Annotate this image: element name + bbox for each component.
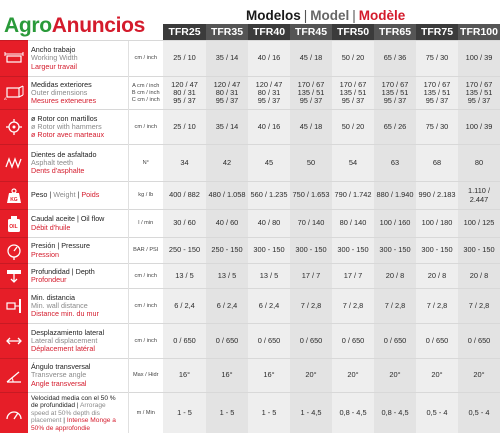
label-fr: Angle transversal <box>31 378 87 388</box>
unit-label: A cm / inch B cm / inch C cm / inch <box>128 77 163 110</box>
value-cell: 20 / 8 <box>416 264 458 289</box>
value-cell: 1 - 5 <box>206 393 248 433</box>
value-cell: 170 / 67 135 / 51 95 / 37 <box>290 77 332 110</box>
value-cell: 65 / 36 <box>374 41 416 77</box>
outer-dimensions-icon <box>0 85 28 101</box>
value-cell: 20 / 8 <box>374 264 416 289</box>
value-cell: 100 / 125 <box>458 210 500 238</box>
value-cell: 1 - 5 <box>163 393 206 433</box>
wall-distance-icon <box>0 298 28 314</box>
value-cell: 16° <box>206 359 248 393</box>
value-cell: 20 / 8 <box>458 264 500 289</box>
spec-row <box>0 182 500 210</box>
unit-label: kg / lb <box>128 182 163 210</box>
svg-text:KG: KG <box>10 196 18 203</box>
label-es: ø Rotor con martillos <box>31 113 98 123</box>
value-cell: 100 / 39 <box>458 41 500 77</box>
row-label <box>28 145 128 182</box>
value-cell: 45 / 18 <box>290 41 332 77</box>
value-cell: 20° <box>332 359 374 393</box>
title-fr: Modèle <box>358 8 406 23</box>
value-cell: 20° <box>458 359 500 393</box>
value-cell: 40 / 16 <box>248 41 290 77</box>
spec-row <box>0 210 500 238</box>
value-cell: 13 / 5 <box>163 264 206 289</box>
value-cell: 300 - 150 <box>290 238 332 264</box>
value-cell: 0,8 - 4,5 <box>332 393 374 433</box>
rotor-icon <box>0 118 28 136</box>
value-cell: 45 / 18 <box>290 110 332 145</box>
label-en: Asphalt teeth <box>31 157 73 167</box>
value-cell: 6 / 2,4 <box>206 289 248 324</box>
spec-row <box>0 359 500 393</box>
label-es: Presión | Pressure <box>31 241 90 251</box>
value-cell: 0 / 650 <box>290 324 332 359</box>
lateral-displacement-icon <box>0 334 28 348</box>
label-fr: Largeur travail <box>31 61 77 71</box>
label-en: Min. wall distance <box>31 300 88 310</box>
label-fr: Déplacement latéral <box>31 344 95 354</box>
label-en: Transverse angle <box>31 370 87 380</box>
logo-text-anuncios: Anuncios <box>51 14 146 37</box>
label-es: Min. distancia <box>31 292 75 302</box>
working-width-icon <box>0 52 28 66</box>
value-cell: 400 / 882 <box>163 182 206 210</box>
value-cell: 1 - 5 <box>248 393 290 433</box>
svg-text:OIL: OIL <box>9 223 18 230</box>
label-es: Profundidad | Depth <box>31 266 95 276</box>
value-cell: 42 <box>206 145 248 182</box>
unit-label: cm / inch <box>128 264 163 289</box>
value-cell: 7 / 2,8 <box>416 289 458 324</box>
row-label <box>28 41 128 77</box>
value-cell: 120 / 47 80 / 31 95 / 37 <box>206 77 248 110</box>
value-cell: 170 / 67 135 / 51 95 / 37 <box>416 77 458 110</box>
unit-label: cm / inch <box>128 110 163 145</box>
value-cell: 0 / 650 <box>248 324 290 359</box>
value-cell: 300 - 150 <box>374 238 416 264</box>
value-cell: 1.110 / 2.447 <box>458 182 500 210</box>
unit-label: cm / inch <box>128 289 163 324</box>
value-cell: 0 / 650 <box>416 324 458 359</box>
value-cell: 45 <box>248 145 290 182</box>
label-en: ø Rotor with hammers <box>31 121 102 131</box>
spec-row <box>0 393 500 433</box>
value-cell: 6 / 2,4 <box>163 289 206 324</box>
value-cell: 250 - 150 <box>206 238 248 264</box>
label-fr: Pression <box>31 249 59 259</box>
value-cell: 75 / 30 <box>416 41 458 77</box>
spec-row <box>0 145 500 182</box>
row-label <box>28 110 128 145</box>
value-cell: 0 / 650 <box>374 324 416 359</box>
label-es: Desplazamiento lateral <box>31 327 105 337</box>
value-cell: 300 - 150 <box>248 238 290 264</box>
speed-icon <box>0 407 28 421</box>
value-cell: 20° <box>290 359 332 393</box>
spec-row <box>0 110 500 145</box>
value-cell: 300 - 150 <box>458 238 500 264</box>
logo <box>4 14 145 38</box>
model-header-tfr45: TFR45 <box>290 24 332 41</box>
value-cell: 30 / 60 <box>163 210 206 238</box>
unit-label: N° <box>128 145 163 182</box>
unit-label: m / Min <box>128 393 163 433</box>
spec-row <box>0 77 500 110</box>
value-cell: 50 <box>290 145 332 182</box>
title-en: Model <box>310 8 350 23</box>
value-cell: 80 / 140 <box>332 210 374 238</box>
value-cell: 250 - 150 <box>163 238 206 264</box>
value-cell: 170 / 67 135 / 51 95 / 37 <box>458 77 500 110</box>
depth-icon <box>0 268 28 284</box>
row-label <box>28 238 128 264</box>
value-cell: 40 / 16 <box>248 110 290 145</box>
value-cell: 40 / 60 <box>206 210 248 238</box>
unit-label: Max / Hidr <box>128 359 163 393</box>
value-cell: 7 / 2,8 <box>458 289 500 324</box>
value-cell: 880 / 1.940 <box>374 182 416 210</box>
value-cell: 7 / 2,8 <box>374 289 416 324</box>
value-cell: 35 / 14 <box>206 41 248 77</box>
value-cell: 40 / 80 <box>248 210 290 238</box>
value-cell: 68 <box>416 145 458 182</box>
value-cell: 20° <box>416 359 458 393</box>
value-cell: 54 <box>332 145 374 182</box>
row-label <box>28 289 128 324</box>
value-cell: 20° <box>374 359 416 393</box>
value-cell: 0,5 - 4 <box>416 393 458 433</box>
spec-table <box>0 40 500 433</box>
transverse-angle-icon <box>0 368 28 384</box>
model-header-tfr75: TFR75 <box>416 24 458 41</box>
label-es: Ángulo transversal <box>31 362 91 372</box>
value-cell: 34 <box>163 145 206 182</box>
value-cell: 7 / 2,8 <box>290 289 332 324</box>
value-cell: 13 / 5 <box>248 264 290 289</box>
label-en: Outer dimensions <box>31 87 88 97</box>
spec-row <box>0 264 500 289</box>
row-label <box>28 324 128 359</box>
value-cell: 170 / 67 135 / 51 95 / 37 <box>332 77 374 110</box>
value-cell: 120 / 47 80 / 31 95 / 37 <box>248 77 290 110</box>
value-cell: 70 / 140 <box>290 210 332 238</box>
value-cell: 0 / 650 <box>163 324 206 359</box>
value-cell: 0 / 650 <box>332 324 374 359</box>
oil-flow-icon <box>0 215 28 233</box>
spec-row <box>0 324 500 359</box>
value-cell: 17 / 7 <box>290 264 332 289</box>
value-cell: 170 / 67 135 / 51 95 / 37 <box>374 77 416 110</box>
svg-text:A: A <box>4 96 7 101</box>
label-fr: Débit d'huile <box>31 222 71 232</box>
pressure-icon <box>0 242 28 260</box>
label-fr: ø Rotor avec marteaux <box>31 130 105 140</box>
value-cell: 17 / 7 <box>332 264 374 289</box>
unit-label: cm / inch <box>128 324 163 359</box>
label-fr: Profondeur <box>31 275 67 284</box>
value-cell: 750 / 1.653 <box>290 182 332 210</box>
asphalt-teeth-icon <box>0 155 28 171</box>
label-en: Working Width <box>31 53 78 63</box>
model-header-tfr25: TFR25 <box>163 24 206 41</box>
value-cell: 0,5 - 4 <box>458 393 500 433</box>
value-cell: 13 / 5 <box>206 264 248 289</box>
model-header-tfr40: TFR40 <box>248 24 290 41</box>
value-cell: 0 / 650 <box>458 324 500 359</box>
model-header-tfr35: TFR35 <box>206 24 248 41</box>
row-label <box>28 264 128 289</box>
label-en: Lateral displacement <box>31 335 98 345</box>
title-es: Modelos <box>246 8 301 23</box>
value-cell: 560 / 1.235 <box>248 182 290 210</box>
model-header-tfr100: TFR100 <box>458 24 500 41</box>
row-label <box>28 77 128 110</box>
value-cell: 6 / 2,4 <box>248 289 290 324</box>
row-label <box>28 393 128 433</box>
value-cell: 25 / 10 <box>163 110 206 145</box>
value-cell: 50 / 20 <box>332 110 374 145</box>
model-header-tfr65: TFR65 <box>374 24 416 41</box>
weight-icon <box>0 188 28 204</box>
label-fr: Distance min. du mur <box>31 309 99 319</box>
label-es: Dientes de asfaltado <box>31 149 97 159</box>
unit-label: cm / inch <box>128 41 163 77</box>
value-cell: 50 / 20 <box>332 41 374 77</box>
value-cell: 80 <box>458 145 500 182</box>
spec-row <box>0 238 500 264</box>
label-es: Ancho trabajo <box>31 45 76 55</box>
spec-row <box>0 41 500 77</box>
value-cell: 990 / 2.183 <box>416 182 458 210</box>
value-cell: 120 / 47 80 / 31 95 / 37 <box>163 77 206 110</box>
value-cell: 100 / 39 <box>458 110 500 145</box>
model-header-tfr50: TFR50 <box>332 24 374 41</box>
logo-text-agro: Agro <box>4 14 52 37</box>
value-cell: 0 / 650 <box>206 324 248 359</box>
unit-label: l / min <box>128 210 163 238</box>
value-cell: 7 / 2,8 <box>332 289 374 324</box>
value-cell: 75 / 30 <box>416 110 458 145</box>
value-cell: 1 - 4,5 <box>290 393 332 433</box>
value-cell: 16° <box>248 359 290 393</box>
value-cell: 100 / 160 <box>374 210 416 238</box>
value-cell: 35 / 14 <box>206 110 248 145</box>
value-cell: 63 <box>374 145 416 182</box>
value-cell: 16° <box>163 359 206 393</box>
label-fr: Mesures exteneures <box>31 96 97 106</box>
label-es: Caudal aceite | Oil flow <box>31 214 105 224</box>
value-cell: 480 / 1.058 <box>206 182 248 210</box>
value-cell: 790 / 1.742 <box>332 182 374 210</box>
value-cell: 65 / 26 <box>374 110 416 145</box>
unit-label: BAR / PSI <box>128 238 163 264</box>
label-inline: Peso | Weight | Poids <box>31 190 100 200</box>
value-cell: 100 / 180 <box>416 210 458 238</box>
value-cell: 0,8 - 4,5 <box>374 393 416 433</box>
models-title: Modelos | Model | Modèle <box>246 8 406 23</box>
row-label <box>28 359 128 393</box>
value-cell: 300 - 150 <box>416 238 458 264</box>
value-cell: 25 / 10 <box>163 41 206 77</box>
row-label <box>28 182 128 210</box>
label-es: Medidas exteriores <box>31 79 92 89</box>
value-cell: 300 - 150 <box>332 238 374 264</box>
row-label <box>28 210 128 238</box>
spec-row <box>0 289 500 324</box>
label-speed: Velocidad media con el 50 % de profundidad | Arrorage speed at 50% depth dis placement | Intense Monge a 50% de approfondie <box>31 395 116 432</box>
label-fr: Dents d'asphalte <box>31 166 85 176</box>
